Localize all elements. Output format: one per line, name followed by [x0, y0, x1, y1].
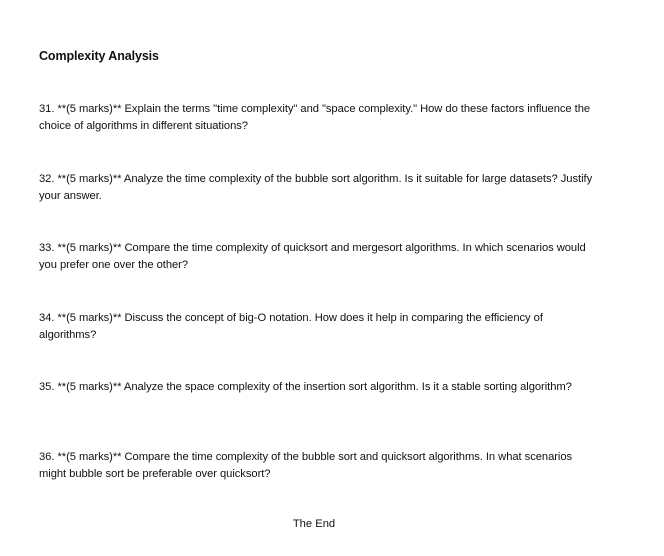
question-34: 34. **(5 marks)** Discuss the concept of big-O notation. How does it help in comparing the efficiency of algorithms?	[39, 312, 543, 341]
question-31: 31. **(5 marks)** Explain the terms "time complexity" and "space complexity." How do these factors influence the choice of algorithms in different situations?	[39, 103, 591, 132]
the-end-footer: The End	[292, 518, 336, 530]
section-title: Complexity Analysis	[39, 49, 159, 63]
question-32: 32. **(5 marks)** Analyze the time complexity of the bubble sort algorithm. Is it suitable for large datasets? Justify your answer.	[39, 173, 593, 202]
question-35: 35. **(5 marks)** Analyze the space complexity of the insertion sort algorithm. Is it a stable sorting algorithm?	[39, 381, 572, 393]
question-36: 36. **(5 marks)** Compare the time complexity of the bubble sort and quicksort algorithms. In what scenarios might bubble sort be preferable over quicksort?	[39, 451, 573, 480]
question-33: 33. **(5 marks)** Compare the time complexity of quicksort and mergesort algorithms. In which scenarios would you prefer one over the other?	[39, 242, 586, 271]
